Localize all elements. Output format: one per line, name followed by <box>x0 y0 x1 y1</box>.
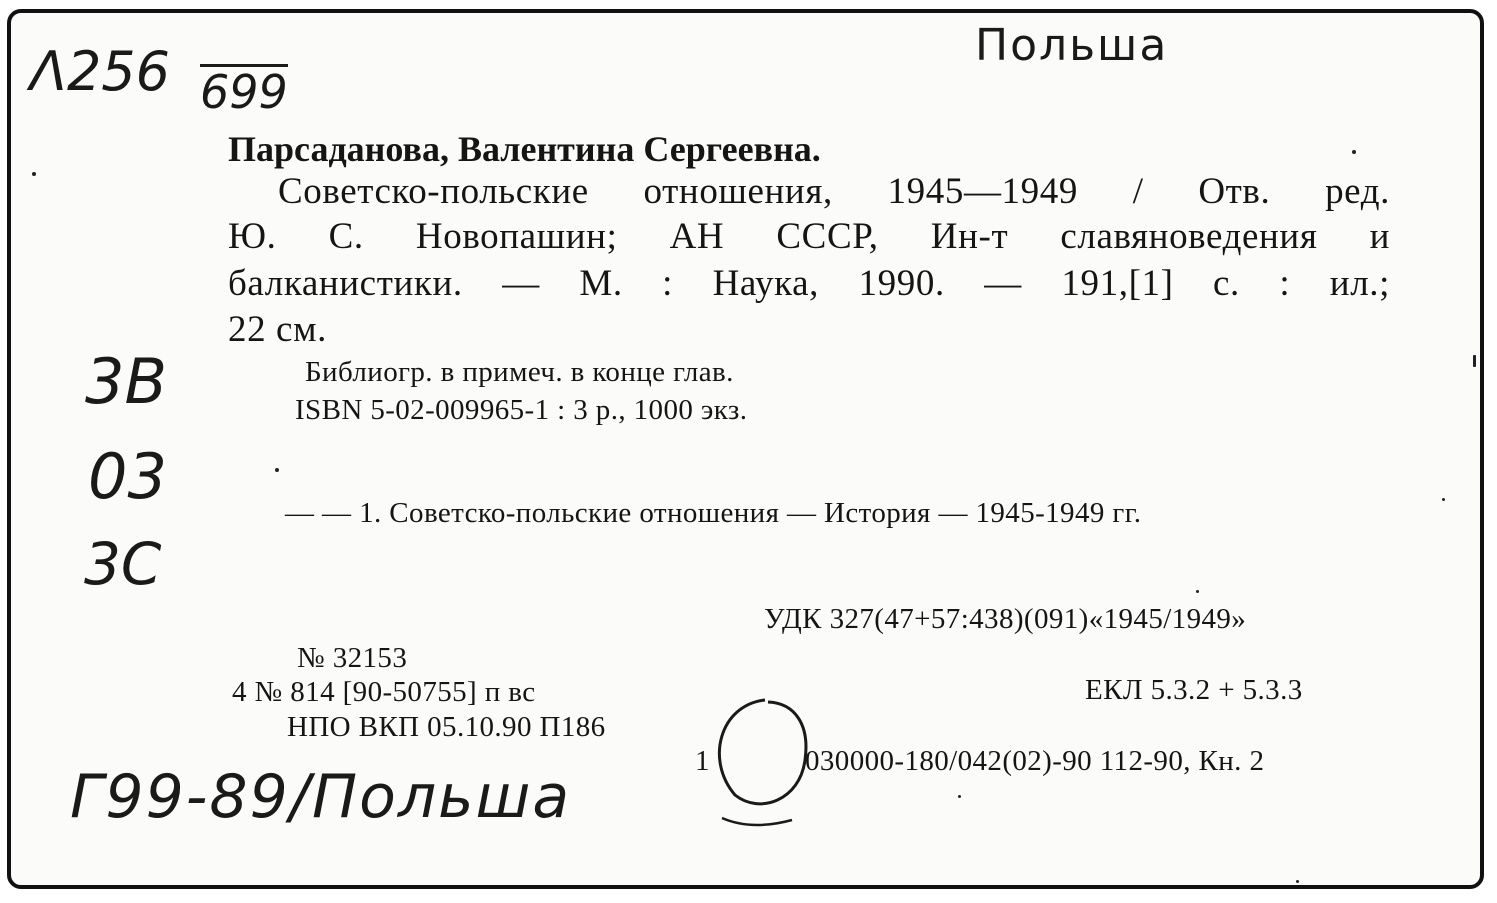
handwritten-call-number: Λ256 <box>30 40 171 103</box>
speck <box>32 172 36 176</box>
author-name: Парсаданова, Валентина Сергеевна. <box>228 129 821 169</box>
speck <box>1442 498 1445 501</box>
speck <box>275 468 279 472</box>
handwritten-overlined-number: 699 <box>200 65 288 119</box>
npo-code: НПО ВКП 05.10.90 П186 <box>287 711 606 743</box>
title-line-2: Ю. С. Новопашин; АН СССР, Ин-т славяноведения и <box>228 216 1390 257</box>
speck <box>1196 590 1199 593</box>
isbn-note: ISBN 5-02-009965-1 : 3 р., 1000 экз. <box>295 394 748 426</box>
speck <box>1352 150 1356 154</box>
bibliography-note: Библиогр. в примеч. в конце глав. <box>305 356 734 388</box>
title-line-1: Советско-польские отношения, 1945—1949 / Отв. ред. <box>278 171 1390 212</box>
handwritten-margin-code-3: 3C <box>84 530 162 598</box>
handwritten-country-note: Польша <box>975 20 1169 71</box>
series-prefix: 1 <box>695 745 710 777</box>
speck <box>958 795 961 798</box>
title-line-3: балканистики. — М. : Наука, 1990. — 191,[1] с. : ил.; <box>228 263 1390 304</box>
series-code: 030000-180/042(02)-90 112-90, Кн. 2 <box>805 745 1265 777</box>
handwritten-margin-code-2: 03 <box>88 440 167 513</box>
subject-heading: — — 1. Советско-польские отношения — История — 1945-1949 гг. <box>285 497 1142 529</box>
udk-code: УДК 327(47+57:438)(091)«1945/1949» <box>764 603 1247 635</box>
ekl-code: ЕКЛ 5.3.2 + 5.3.3 <box>1085 674 1303 706</box>
speck <box>1473 355 1476 367</box>
title-line-4: 22 см. <box>228 309 327 350</box>
handwritten-bottom-note: Г99-89/Польша <box>70 762 572 832</box>
order-number: 4 № 814 [90-50755] п вс <box>232 676 536 708</box>
card-number: № 32153 <box>297 642 408 674</box>
handwritten-margin-code-1: 3B <box>85 345 167 418</box>
speck <box>1296 880 1299 883</box>
